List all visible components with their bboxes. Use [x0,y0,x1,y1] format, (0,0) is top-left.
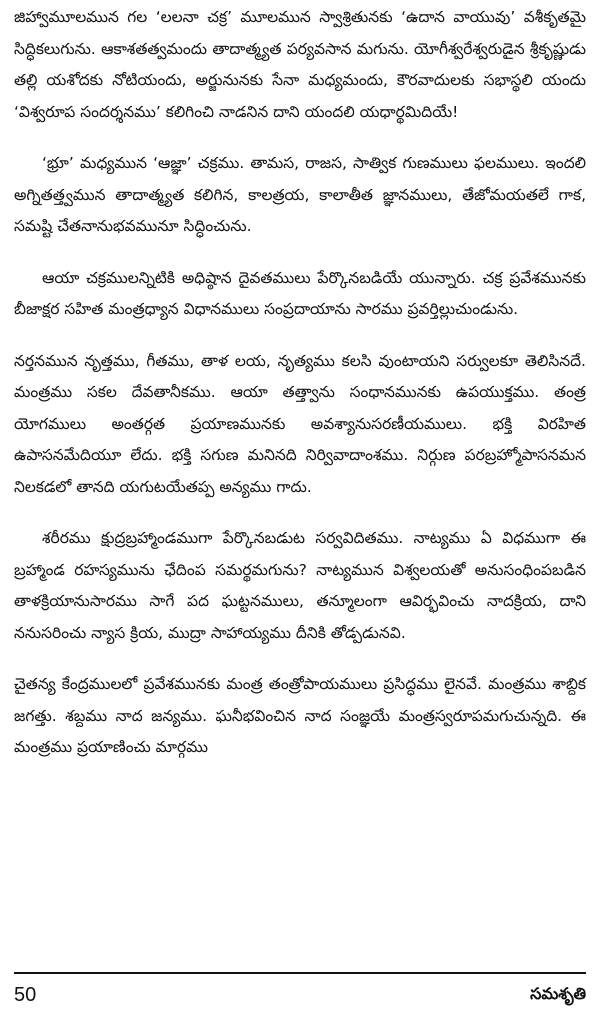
page-body [14,2,586,972]
page-footer [14,980,586,1010]
paragraph-adhishthana-devatas: ఆయా చక్రములన్నిటికి అధిష్ఠాన దైవతములు పేర్కొనబడియే యున్నారు. చక్ర ప్రవేశమునకు బీజాక్షర సహిత మంత్రధ్యాన విధానములు సంప్రదాయాను సారము ప్రవర్తిల్లుచుండును. [14,268,586,318]
paragraph-chaitanya-kendramulu: చైతన్య కేంద్రములలో ప్రవేశమునకు మంత్ర తంత్రోపాయములు ప్రసిద్ధము లైనవే. మంత్రము శాబ్దిక జగత్తు. శబ్దము నాద జన్యము. ఘనీభవించిన నాద సంజ్ఞయే మంత్రస్వరూపమగుచున్నది. ఈ మంత్రము ప్రయాణించు మార్గము [14,675,586,756]
paragraph-lalana-chakra: జిహ్వామూలమున గల ‘లలనా చక్ర’ మూలమున స్వాశ్రితునకు ‘ఉదాన వాయువు’ వశీకృతమై సిద్ధికలుగును. ఆకాశతత్వమందు తాదాత్మ్యత పర్యవసాన మగును. యోగీశ్వరేశ్వరుడైన శ్రీకృష్ణుడు తల్లి యశోదకు నోటియందు, అర్జునునకు సేనా మధ్యమందు, కౌరవాదులకు సభాస్థలి యందు ‘విశ్వరూప సందర్శనము’ కలిగించి నాడనిన దాని యందలి యధార్థమిదియే! [14,8,586,121]
paragraph-ajna-chakra: ‘భ్రూ’ మధ్యమున ‘ఆజ్ఞా’ చక్రము. తామస, రాజస, సాత్విక గుణములు ఫలములు. ఇందలి అగ్నితత్త్వమున తాదాత్మ్యత కలిగిన, కాలత్రయ, కాలాతీత జ్ఞానములు, తేజోమయతలే గాక, సమష్టి చేతనానుభవమునూ సిద్ధించును. [14,154,586,235]
running-title: సమశృతి [530,983,586,1003]
paragraph-nartana: నర్తనమున నృత్తము, గీతము, తాళ లయ, నృత్యము కలసి వుంటాయని సర్వులకూ తెలిసినదే. మంత్రము సకల దేవతానీకము. ఆయా తత్త్వాను సంధానమునకు ఉపయుక్తము. తంత్ర యోగములు అంతర్గత ప్రయాణమునకు అవశ్యానుసరణీయములు. భక్తి విరహిత ఉపాసనమేదియూ లేదు. భక్తి సగుణ మనినది నిర్వివాదాంశము. నిర్గుణ పరబ్రహ్మోపాసనమన నిలకడలో తానది యగుటయేతప్ప అన్యము గాదు. [14,351,586,496]
paragraph-shariramu: శరీరము క్షుద్రబ్రహ్మాండముగా పేర్కొనబడుట సర్వవిదితము. నాట్యము ఏ విధముగా ఈ బ్రహ్మాండ రహస్యమును ఛేదింప సమర్థమగును? నాట్యమున విశ్వలయతో అనుసంధింపబడిన తాళక్రియానుసారము సాగే పద ఘట్టనములు, తన్మూలంగా ఆవిర్భవించు నాదక్రియ, దాని ననుసరించు న్యాస క్రియ, ముద్రా సాహాయ్యము దీనికి తోడ్పడునవి. [14,529,586,642]
footer-divider [14,972,586,974]
page-number: 50 [14,983,37,1006]
